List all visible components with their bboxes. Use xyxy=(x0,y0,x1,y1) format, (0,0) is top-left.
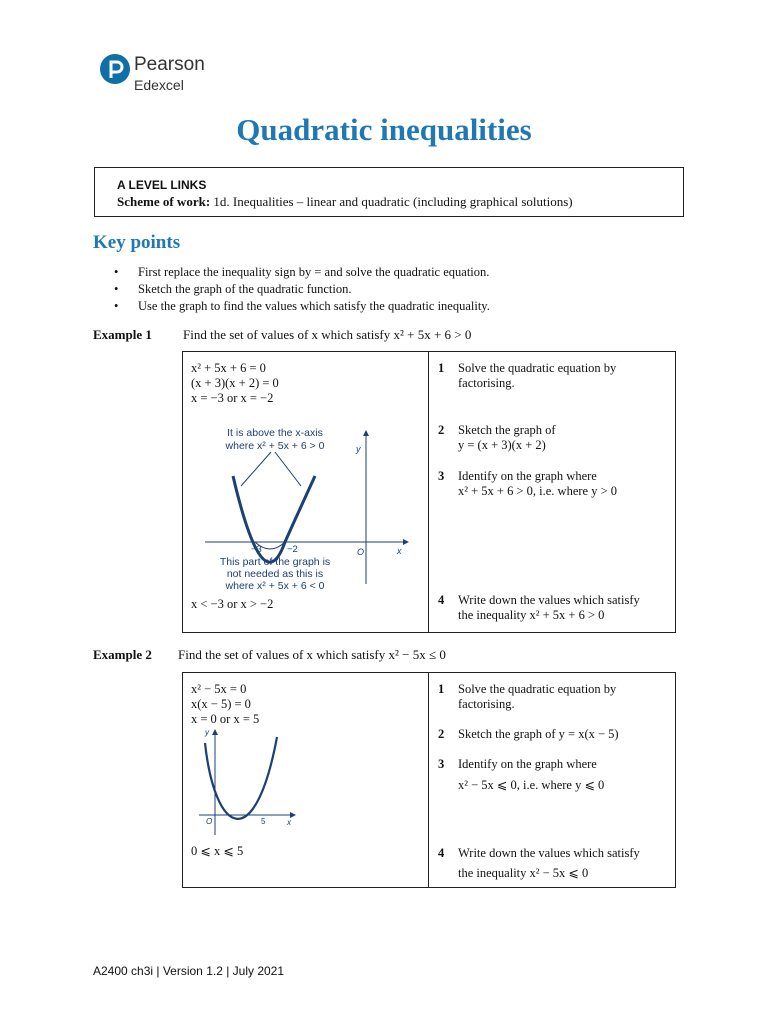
links-heading: A LEVEL LINKS xyxy=(117,178,207,192)
bullet-icon: • xyxy=(114,265,119,279)
key-point-text: First replace the inequality sign by = and solve the quadratic equation. xyxy=(138,265,490,279)
step-text: Identify on the graph where xyxy=(458,469,597,483)
step-number: 1 xyxy=(438,682,445,696)
working-line: x = 0 or x = 5 xyxy=(191,712,260,726)
step-text: y = (x + 3)(x + 2) xyxy=(458,438,546,452)
example1-question: Find the set of values of x which satisfy x² + 5x + 6 > 0 xyxy=(183,327,472,342)
page-footer: A2400 ch3i | Version 1.2 | July 2021 xyxy=(93,964,285,978)
x-axis-label: x xyxy=(397,546,402,556)
step-text: Sketch the graph of xyxy=(458,423,556,437)
graph-annotation-above: It is above the x-axis xyxy=(227,427,323,439)
origin-label: O xyxy=(206,817,213,826)
step-text: Sketch the graph of y = x(x − 5) xyxy=(458,727,619,741)
column-divider xyxy=(428,673,429,887)
pearson-p-icon xyxy=(100,54,130,84)
origin-label: O xyxy=(357,547,365,557)
step-text: factorising. xyxy=(458,697,515,711)
scheme-text: 1d. Inequalities – linear and quadratic (including graphical solutions) xyxy=(213,194,573,209)
example1-label: Example 1 xyxy=(93,327,152,342)
step-number: 2 xyxy=(438,727,445,741)
example2-box xyxy=(182,672,676,888)
example2-answer: 0 ⩽ x ⩽ 5 xyxy=(191,844,244,858)
scheme-of-work xyxy=(117,194,573,210)
step-text: Identify on the graph where xyxy=(458,757,597,771)
brand-sub: Edexcel xyxy=(134,77,184,93)
step-number: 4 xyxy=(438,846,445,860)
step-text: Solve the quadratic equation by xyxy=(458,361,617,375)
pearson-logo xyxy=(100,52,210,96)
graph-annotation-above: where x² + 5x + 6 > 0 xyxy=(225,440,325,452)
step-text: Solve the quadratic equation by xyxy=(458,682,617,696)
key-points-heading: Key points xyxy=(93,232,181,253)
key-point-text: Use the graph to find the values which satisfy the quadratic inequality. xyxy=(138,299,490,313)
step-number: 3 xyxy=(438,469,445,483)
scheme-label: Scheme of work: xyxy=(117,194,211,209)
y-axis-label: y xyxy=(356,444,361,454)
working-line: x² + 5x + 6 = 0 xyxy=(191,361,266,375)
y-axis-label: y xyxy=(205,728,209,737)
step-number: 2 xyxy=(438,423,445,437)
step-number: 3 xyxy=(438,757,445,771)
x-axis-label: x xyxy=(287,818,291,827)
a-level-links-box xyxy=(94,167,684,217)
column-divider xyxy=(428,352,429,632)
example2-label: Example 2 xyxy=(93,647,152,662)
root-label: −2 xyxy=(287,544,298,555)
step-text: Write down the values which satisfy xyxy=(458,593,640,607)
step-number: 1 xyxy=(438,361,445,375)
step-number: 4 xyxy=(438,593,445,607)
working-line: x = −3 or x = −2 xyxy=(191,391,274,405)
root-label: 5 xyxy=(261,817,266,826)
step-text: the inequality x² + 5x + 6 > 0 xyxy=(458,608,605,622)
working-line: (x + 3)(x + 2) = 0 xyxy=(191,376,279,390)
example1-answer: x < −3 or x > −2 xyxy=(191,597,274,611)
page-title: Quadratic inequalities xyxy=(236,112,532,147)
working-line: x(x − 5) = 0 xyxy=(191,697,251,711)
example2-question: Find the set of values of x which satisfy x² − 5x ≤ 0 xyxy=(178,647,446,662)
step-text: factorising. xyxy=(458,376,515,390)
bullet-icon: • xyxy=(114,299,119,313)
step-text: x² + 5x + 6 > 0, i.e. where y > 0 xyxy=(458,484,618,498)
graph-annotation-below: This part of the graph is xyxy=(219,556,331,568)
example1-graph xyxy=(193,424,418,594)
step-text: the inequality x² − 5x ⩽ 0 xyxy=(458,866,589,880)
example1-box xyxy=(182,351,676,633)
key-point-text: Sketch the graph of the quadratic function. xyxy=(138,282,352,296)
working-line: x² − 5x = 0 xyxy=(191,682,247,696)
brand-name: Pearson xyxy=(134,54,205,75)
step-text: Write down the values which satisfy xyxy=(458,846,640,860)
graph-annotation-below: where x² + 5x + 6 < 0 xyxy=(225,580,325,592)
step-text: x² − 5x ⩽ 0, i.e. where y ⩽ 0 xyxy=(458,778,605,792)
root-label: −3 xyxy=(251,544,262,555)
graph-annotation-below: not needed as this is xyxy=(226,568,324,580)
bullet-icon: • xyxy=(114,282,119,296)
example2-graph xyxy=(195,725,305,837)
